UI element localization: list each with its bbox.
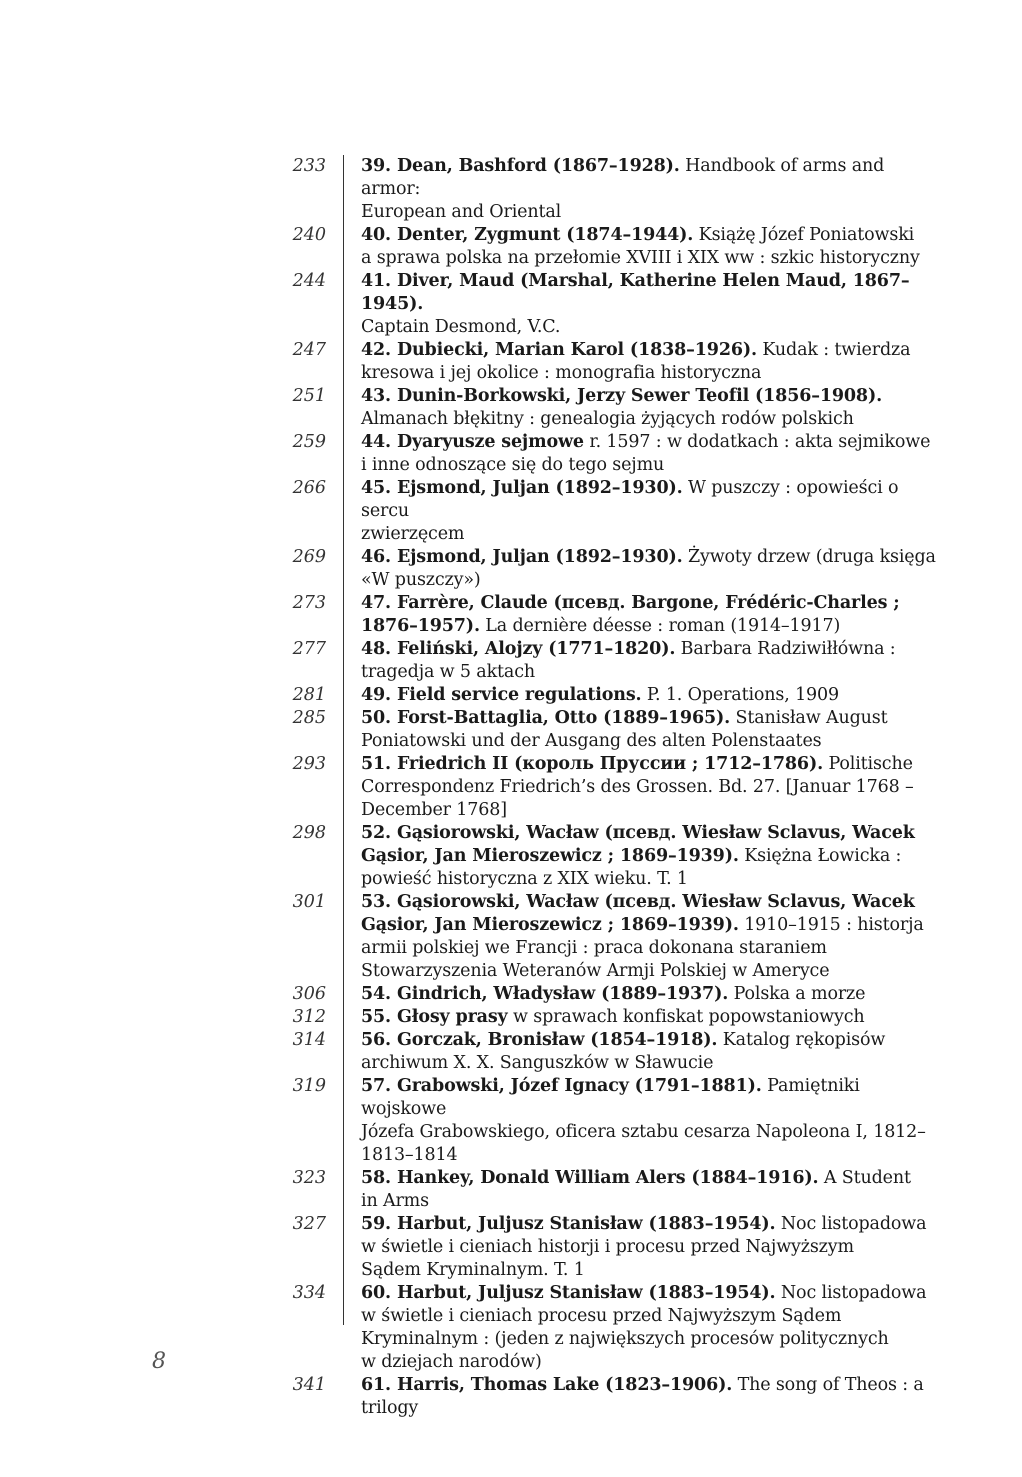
catalog-entry	[0, 431, 1022, 477]
entry-page-ref: 285	[292, 708, 326, 728]
entry-description: 1910–1915 : historja armii polskiej we Francji : praca dokonana staraniem Stowarzyszenia Weteranów Armji Polskiej w Ameryce	[361, 915, 924, 981]
entry-description: Captain Desmond, V.C.	[361, 317, 561, 337]
entry-description: Noc listopadowa w świetle i cieniach procesu przed Najwyższym Sądem Kryminalnym : (jeden z największych procesów politycznych w dziejach narodów)	[361, 1283, 927, 1372]
entry-heading: 55. Głosy prasy	[361, 1007, 508, 1027]
entry-text	[361, 1075, 936, 1167]
entry-page-ref: 319	[292, 1076, 326, 1096]
entry-heading: 40. Denter, Zygmunt (1874–1944).	[361, 225, 694, 245]
entry-heading: 44. Dyaryusze sejmowe	[361, 432, 584, 452]
entry-page-ref: 281	[292, 685, 326, 705]
entry-description: Almanach błękitny : genealogia żyjących rodów polskich	[361, 409, 854, 429]
entry-page-ref: 334	[292, 1283, 326, 1303]
catalog-entry	[0, 477, 1022, 546]
catalog-entry	[0, 1374, 1022, 1420]
entry-heading: 60. Harbut, Juljusz Stanisław (1883–1954).	[361, 1283, 776, 1303]
catalog-entry	[0, 1006, 1022, 1029]
entry-description: Żywoty drzew (druga księga «W puszczy»)	[361, 547, 936, 590]
entry-page-ref: 259	[292, 432, 326, 452]
entry-text	[361, 546, 936, 592]
catalog-entry	[0, 822, 1022, 891]
entry-page-ref: 273	[292, 593, 326, 613]
entry-heading: 42. Dubiecki, Marian Karol (1838–1926).	[361, 340, 757, 360]
catalog-entry	[0, 385, 1022, 431]
entry-heading: 59. Harbut, Juljusz Stanisław (1883–1954).	[361, 1214, 776, 1234]
catalog-entry	[0, 753, 1022, 822]
entry-page-ref: 247	[292, 340, 326, 360]
entry-description: Polska a morze	[728, 984, 866, 1004]
entry-page-ref: 301	[292, 892, 326, 912]
entry-description: La dernière déesse : roman (1914–1917)	[479, 616, 841, 636]
catalog-entry	[0, 339, 1022, 385]
entry-heading: 46. Ejsmond, Juljan (1892–1930).	[361, 547, 683, 567]
catalog-entry	[0, 1075, 1022, 1167]
entry-page-ref: 266	[292, 478, 326, 498]
entry-page-ref: 240	[292, 225, 326, 245]
entry-heading: 39. Dean, Bashford (1867–1928).	[361, 156, 680, 176]
entry-heading: 50. Forst-Battaglia, Otto (1889–1965).	[361, 708, 731, 728]
entry-page-ref: 251	[292, 386, 326, 406]
entry-description: A Student in Arms	[361, 1168, 911, 1211]
entry-heading: 48. Feliński, Alojzy (1771–1820).	[361, 639, 676, 659]
catalog-entry	[0, 707, 1022, 753]
entry-text	[361, 592, 936, 638]
entry-page-ref: 312	[292, 1007, 326, 1027]
entry-text	[361, 638, 936, 684]
catalog-entry	[0, 983, 1022, 1006]
entry-text	[361, 270, 936, 339]
entry-text	[361, 1213, 936, 1282]
entry-page-ref: 306	[292, 984, 326, 1004]
entry-page-ref: 269	[292, 547, 326, 567]
entry-heading: 52. Gąsiorowski, Wacław (псевд. Wiesław Sclavus, Wacek Gąsior, Jan Mieroszewicz ; 1869–1939).	[361, 823, 915, 866]
entry-text	[361, 753, 936, 822]
entry-heading: 61. Harris, Thomas Lake (1823–1906).	[361, 1375, 733, 1395]
entry-text	[361, 477, 936, 546]
entry-page-ref: 327	[292, 1214, 326, 1234]
catalog-entry	[0, 546, 1022, 592]
entry-text	[361, 707, 936, 753]
entry-description: Politische Correspondenz Friedrich’s des Grossen. Bd. 27. [Januar 1768 – December 1768]	[361, 754, 914, 820]
entry-text	[361, 1029, 936, 1075]
entry-text	[361, 339, 936, 385]
catalog-entry	[0, 1213, 1022, 1282]
catalog-entry-list	[0, 155, 1022, 1420]
catalog-entry	[0, 155, 1022, 224]
entry-description: Księżna Łowicka : powieść historyczna z XIX wieku. T. 1	[361, 846, 902, 889]
entry-heading: 54. Gindrich, Władysław (1889–1937).	[361, 984, 729, 1004]
entry-text	[361, 684, 936, 707]
entry-text	[361, 431, 936, 477]
entry-page-ref: 293	[292, 754, 326, 774]
entry-description: r. 1597 : w dodatkach : akta sejmikowe i inne odnoszące się do tego sejmu	[361, 432, 931, 475]
catalog-entry	[0, 592, 1022, 638]
catalog-entry	[0, 684, 1022, 707]
entry-page-ref: 244	[292, 271, 326, 291]
page-number: 8	[152, 1349, 166, 1374]
entry-heading: 41. Diver, Maud (Marshal, Katherine Helen Maud, 1867–1945).	[361, 271, 910, 314]
entry-description: Stanisław August Poniatowski und der Ausgang des alten Polenstaates	[361, 708, 888, 751]
catalog-entry	[0, 638, 1022, 684]
entry-description: Noc listopadowa w świetle i cieniach historji i procesu przed Najwyższym Sądem Kryminalnym. T. 1	[361, 1214, 927, 1280]
entry-text	[361, 1006, 936, 1029]
entry-description: Handbook of arms and armor: European and Oriental	[361, 156, 885, 222]
entry-text	[361, 1282, 936, 1374]
entry-text	[361, 1374, 936, 1420]
entry-description: P. 1. Operations, 1909	[641, 685, 840, 705]
entry-heading: 43. Dunin-Borkowski, Jerzy Sewer Teofil (1856–1908).	[361, 386, 883, 406]
entry-page-ref: 233	[292, 156, 326, 176]
entry-description: w sprawach konfiskat popowstaniowych	[507, 1007, 865, 1027]
entry-description: Barbara Radziwiłłówna : tragedja w 5 aktach	[361, 639, 896, 682]
entry-text	[361, 224, 936, 270]
entry-description: Książę Józef Poniatowski a sprawa polska na przełomie XVIII i XIX ww : szkic historyczny	[361, 225, 920, 268]
catalog-entry	[0, 1167, 1022, 1213]
entry-description: Pamiętniki wojskowe Józefa Grabowskiego, oficera sztabu cesarza Napoleona I, 1812– 1813–1814	[361, 1076, 926, 1165]
entry-page-ref: 323	[292, 1168, 326, 1188]
catalog-entry	[0, 224, 1022, 270]
entry-heading: 53. Gąsiorowski, Wacław (псевд. Wiesław Sclavus, Wacek Gąsior, Jan Mieroszewicz ; 1869–1939).	[361, 892, 915, 935]
entry-heading: 57. Grabowski, Józef Ignacy (1791–1881).	[361, 1076, 762, 1096]
entry-heading: 49. Field service regulations.	[361, 685, 642, 705]
entry-heading: 47. Farrère, Claude (псевд. Bargone, Frédéric-Charles ; 1876–1957).	[361, 593, 900, 636]
entry-heading: 51. Friedrich II (король Пруссии ; 1712–1786).	[361, 754, 824, 774]
entry-description: Kudak : twierdza kresowa i jej okolice : monografia historyczna	[361, 340, 911, 383]
entry-page-ref: 341	[292, 1375, 326, 1395]
entry-text	[361, 983, 936, 1006]
entry-text	[361, 385, 936, 431]
entry-page-ref: 314	[292, 1030, 326, 1050]
entry-description: W puszczy : opowieści o sercu zwierzęcem	[361, 478, 899, 544]
entry-heading: 45. Ejsmond, Juljan (1892–1930).	[361, 478, 683, 498]
catalog-entry	[0, 891, 1022, 983]
entry-text	[361, 891, 936, 983]
entry-heading: 56. Gorczak, Bronisław (1854–1918).	[361, 1030, 718, 1050]
catalog-entry	[0, 1029, 1022, 1075]
entry-text	[361, 822, 936, 891]
entry-text	[361, 155, 936, 224]
catalog-entry	[0, 270, 1022, 339]
entry-heading: 58. Hankey, Donald William Alers (1884–1916).	[361, 1168, 819, 1188]
entry-page-ref: 277	[292, 639, 326, 659]
entry-text	[361, 1167, 936, 1213]
entry-description: The song of Theos : a trilogy	[361, 1375, 924, 1418]
entry-page-ref: 298	[292, 823, 326, 843]
entry-description: Katalog rękopisów archiwum X. X. Sanguszków w Sławucie	[361, 1030, 886, 1073]
